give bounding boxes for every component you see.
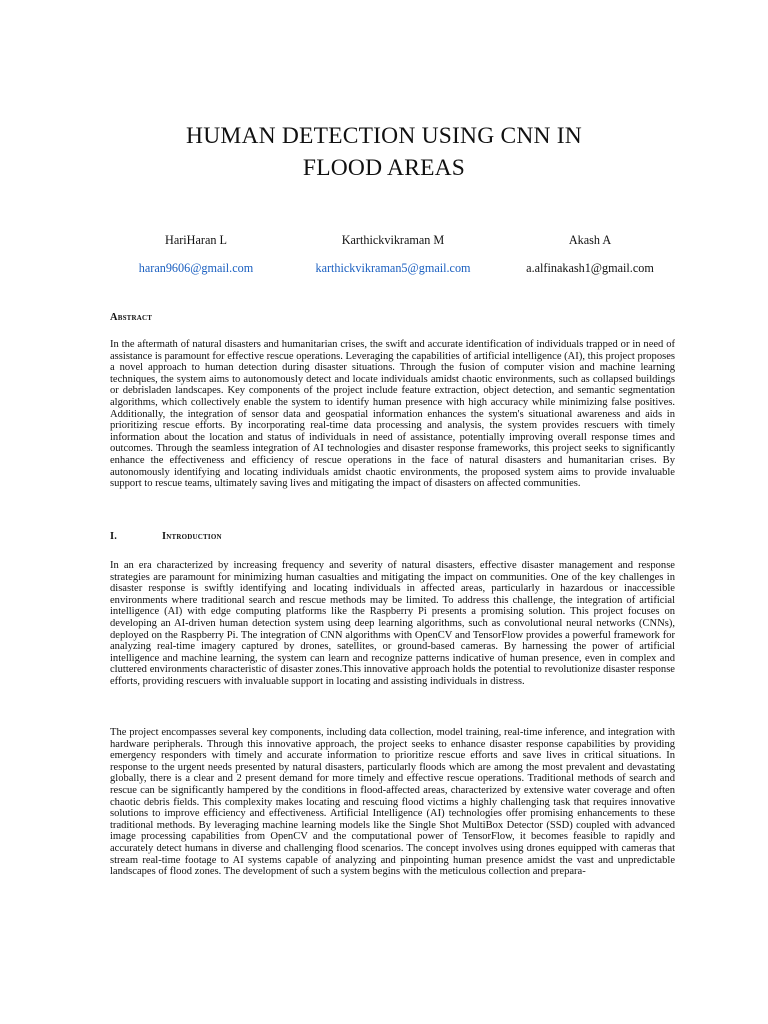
section-title: Introduction bbox=[162, 531, 222, 542]
title-line-1: HUMAN DETECTION USING CNN IN bbox=[186, 123, 582, 149]
title-line-2: FLOOD AREAS bbox=[302, 155, 466, 181]
introduction-heading bbox=[110, 530, 222, 544]
introduction-paragraph-1: In an era characterized by increasing frequency and severity of natural disasters, effective disaster management and response strategies are paramount for minimizing human casualties and mitigating the impact on communities. One of the key challenges in disaster response is swiftly identifying and locating individuals in affected areas, particularly in hazardous or inaccessible environments where traditional search and rescue methods may be limited. To address this challenge, the integration of artificial intelligence (AI) with edge computing platforms like the Raspberry Pi presents a promising solution. This project focuses on developing an AI-driven human detection system using deep learning algorithms, such as convolutional neural networks (CNNs), deployed on the Raspberry Pi. The integration of CNN algorithms with OpenCV and TensorFlow provides a powerful framework for analyzing real-time imagery captured by drones, satellites, or ground-based cameras. By harnessing the power of artificial intelligence and machine learning, the system can learn and recognize patterns indicative of human presence, even in complex and cluttered environments characteristic of disaster zones.This innovative approach holds the potential to revolutionize disaster response efforts, providing rescuers with invaluable support in locating and assisting individuals in distress. bbox=[110, 560, 675, 687]
author-name: Karthickvikraman M bbox=[341, 233, 445, 247]
introduction-paragraph-2: The project encompasses several key components, including data collection, model training, real-time inference, and integration with hardware peripherals. Through this innovative approach, the project seeks to enhance disaster response capabilities by providing emergency responders with timely and accurate information to prioritize rescue efforts and save lives in critical situations. In response to the urgent needs presented by natural disasters, particularly floods which are among the most prevalent and devastating globally, there is a clear and 2 present demand for more timely and effective rescue operations. Traditional methods of search and rescue can be significantly hampered by the conditions in flood-affected areas, characterized by extensive water coverage and often chaotic debris fields. This complexity makes locating and rescuing flood victims a highly challenging task that requires innovative solutions to improve efficiency and effectiveness. Artificial Intelligence (AI) technologies offer promising enhancements to these traditional methods. By leveraging machine learning models like the Single Shot MultiBox Detector (SSD) coupled with advanced image processing capabilities from OpenCV and the computational power of TensorFlow, it becomes feasible to rapidly and accurately detect humans in diverse and challenging flood scenarios. The concept involves using drones equipped with cameras that stream real-time footage to AI systems capable of analyzing and pinpointing human presence amidst the vast and unpredictable landscapes of flood zones. The development of such a system begins with the meticulous collection and prepara- bbox=[110, 727, 675, 878]
author-name: HariHaran L bbox=[165, 233, 227, 247]
author-email: a.alfinakash1@gmail.com bbox=[526, 261, 654, 275]
section-number: I. bbox=[110, 531, 118, 542]
abstract-heading: Abstract bbox=[110, 312, 153, 323]
paper-title bbox=[0, 120, 768, 184]
author-email-link[interactable]: karthickvikraman5@gmail.com bbox=[315, 261, 471, 275]
author-name: Akash A bbox=[568, 233, 612, 247]
author-email-link[interactable]: haran9606@gmail.com bbox=[138, 261, 254, 275]
abstract-text: In the aftermath of natural disasters and humanitarian crises, the swift and accurate identification of individuals trapped or in need of assistance is paramount for effective rescue operations. Leveraging the capabilities of artificial intelligence (AI), this project proposes a novel approach to human detection during disaster situations. Through the fusion of computer vision and machine learning techniques, the system aims to autonomously detect and locate individuals amidst chaotic environments, such as collapsed buildings or debrisladen landscapes. Key components of the project include feature extraction, object detection, and semantic segmentation algorithms, which collectively enable the system to identify human presence with high accuracy while minimizing false positives. Additionally, the integration of sensor data and geospatial information enhances the system's situational awareness and aids in prioritizing rescue efforts. By incorporating real-time data processing and analysis, the system provides rescuers with timely information about the location and status of individuals in need of assistance, potentially improving overall response times and outcomes. Through the seamless integration of AI technologies and disaster response frameworks, this project seeks to significantly enhance the effectiveness and efficiency of rescue operations in the face of natural disasters and humanitarian crises. By autonomously identifying and locating individuals amidst chaotic environments, the proposed system aims to provide invaluable support to rescue teams, ultimately saving lives and mitigating the impact of disasters on affected communities. bbox=[110, 339, 675, 490]
author-block bbox=[0, 232, 768, 280]
author-3 bbox=[470, 232, 710, 276]
